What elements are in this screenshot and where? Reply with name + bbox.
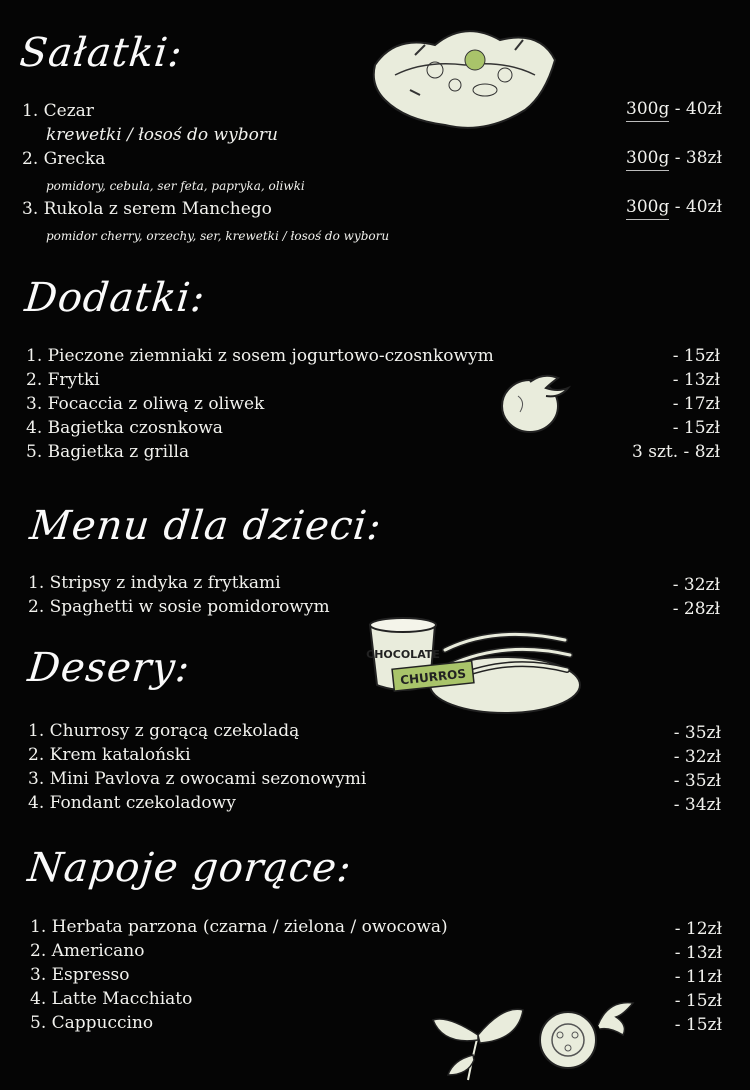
section-title-dzieci: Menu dla dzieci:	[27, 503, 385, 549]
menu-item-cappuccino: 5. Cappuccino	[30, 1013, 154, 1033]
menu-item-bagietka-grill-price: 3 szt. - 8zł	[632, 442, 720, 462]
price-label: - 38zł	[669, 148, 722, 168]
menu-item-stripsy-price: - 32zł	[672, 575, 720, 595]
section-title-desery: Desery:	[25, 645, 193, 691]
menu-item-frytki: 2. Frytki	[26, 370, 100, 390]
basil-tomato-illustration	[428, 995, 648, 1085]
menu-item-grecka-description: pomidory, cebula, ser feta, papryka, oliwki	[46, 179, 305, 193]
menu-item-americano-price: - 13zł	[674, 943, 722, 963]
menu-item-churrosy-price: - 35zł	[673, 723, 721, 743]
section-title-salatki: Sałatki:	[17, 30, 186, 76]
churros-cup-text: CHOCOLATE	[366, 648, 440, 661]
menu-item-herbata-price: - 12zł	[674, 919, 722, 939]
menu-item-rukola: 3. Rukola z serem Manchego	[22, 199, 272, 219]
price-label: - 40zł	[669, 197, 722, 217]
menu-item-churrosy: 1. Churrosy z gorącą czekoladą	[28, 721, 300, 741]
menu-item-fondant: 4. Fondant czekoladowy	[28, 793, 236, 813]
menu-item-rukola-price	[626, 197, 722, 217]
section-title-napoje: Napoje gorące:	[25, 845, 354, 891]
menu-item-cezar: 1. Cezar	[22, 101, 94, 121]
menu-item-focaccia: 3. Focaccia z oliwą z oliwek	[26, 394, 265, 414]
menu-item-bagietka-grill: 5. Bagietka z grilla	[26, 442, 190, 462]
menu-item-espresso: 3. Espresso	[30, 965, 130, 985]
menu-item-ziemniaki: 1. Pieczone ziemniaki z sosem jogurtowo-czosnkowym	[26, 346, 494, 366]
menu-item-fondant-price: - 34zł	[673, 795, 721, 815]
menu-item-focaccia-price: - 17zł	[672, 394, 720, 414]
churros-illustration	[355, 610, 585, 720]
churros-tag-text: CHURROS	[399, 666, 467, 688]
menu-item-bagietka-czosnkowa: 4. Bagietka czosnkowa	[26, 418, 223, 438]
menu-item-stripsy: 1. Stripsy z indyka z frytkami	[28, 573, 281, 593]
menu-item-cappuccino-price: - 15zł	[674, 1015, 722, 1035]
menu-item-grecka-price	[626, 148, 722, 168]
menu-item-bagietka-czosnkowa-price: - 15zł	[672, 418, 720, 438]
menu-item-spaghetti: 2. Spaghetti w sosie pomidorowym	[28, 597, 330, 617]
menu-item-krem-price: - 32zł	[673, 747, 721, 767]
menu-item-ziemniaki-price: - 15zł	[672, 346, 720, 366]
weight-label: 300g	[626, 148, 669, 171]
menu-item-grecka: 2. Grecka	[22, 149, 106, 169]
menu-item-pavlova: 3. Mini Pavlova z owocami sezonowymi	[28, 769, 367, 789]
menu-item-cezar-description: krewetki / łosoś do wyboru	[46, 125, 278, 145]
menu-item-rukola-description: pomidor cherry, orzechy, ser, krewetki / łosoś do wyboru	[46, 229, 390, 243]
salad-bowl-illustration	[365, 15, 565, 135]
weight-label: 300g	[626, 99, 669, 122]
menu-item-latte: 4. Latte Macchiato	[30, 989, 193, 1009]
menu-item-latte-price: - 15zł	[674, 991, 722, 1011]
menu-item-krem: 2. Krem kataloński	[28, 745, 191, 765]
weight-label: 300g	[626, 197, 669, 220]
menu-item-espresso-price: - 11zł	[674, 967, 722, 987]
menu-item-frytki-price: - 13zł	[672, 370, 720, 390]
price-label: - 40zł	[669, 99, 722, 119]
tomato-illustration	[498, 368, 578, 438]
menu-item-americano: 2. Americano	[30, 941, 145, 961]
menu-item-cezar-price	[626, 99, 722, 119]
menu-item-pavlova-price: - 35zł	[673, 771, 721, 791]
section-title-dodatki: Dodatki:	[22, 275, 208, 321]
menu-item-spaghetti-price: - 28zł	[672, 599, 720, 619]
menu-item-herbata: 1. Herbata parzona (czarna / zielona / owocowa)	[30, 917, 448, 937]
